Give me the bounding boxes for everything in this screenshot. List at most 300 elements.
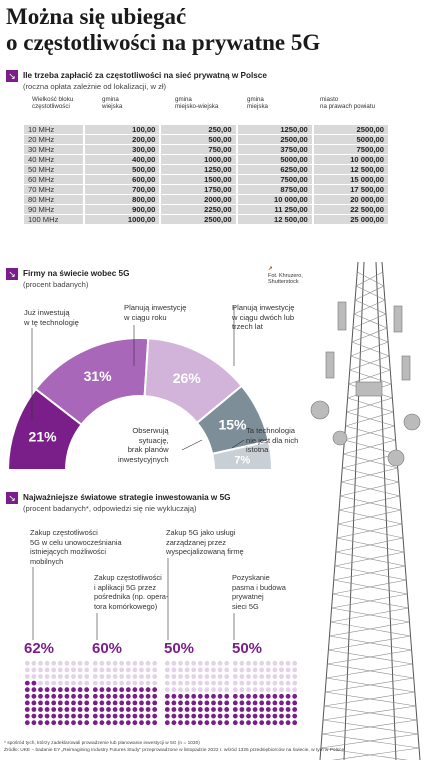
strategy-dot [165, 661, 170, 666]
strategy-dot [185, 681, 190, 686]
table-row [24, 195, 390, 204]
strategy-dot [240, 707, 245, 712]
strategy-dot [126, 668, 131, 673]
strategy-dot [78, 707, 83, 712]
table-row [24, 215, 390, 224]
strategy-dot [185, 674, 190, 679]
strategy-dot [246, 687, 251, 692]
strategy-dot [165, 668, 170, 673]
strategy-dot [133, 720, 138, 725]
strategy-dot [218, 707, 223, 712]
strategy-dot [51, 687, 56, 692]
strategy-dot [273, 661, 278, 666]
strategy-dot [126, 674, 131, 679]
strategy-dot [246, 681, 251, 686]
strategy-dot [191, 661, 196, 666]
strategy-dot [224, 701, 229, 706]
gauge-slice-label: 7% [234, 454, 251, 467]
strategy-dot [25, 714, 30, 719]
strategy-dot [165, 701, 170, 706]
strategy-dot [286, 720, 291, 725]
table-cell-fee: 2500,00 [314, 125, 390, 134]
strategy-dot [51, 661, 56, 666]
strategy-dot [106, 707, 111, 712]
strategy-dot [32, 707, 37, 712]
table-cell-fee: 700,00 [85, 185, 161, 194]
strategy-dot [146, 661, 151, 666]
table-column-header: gmina miejsko-wiejska [175, 96, 219, 110]
photo-credit-line2: Shutterstock [268, 279, 299, 285]
strategy-dot [266, 707, 271, 712]
strategy-dot [38, 681, 43, 686]
strategy-dot [191, 668, 196, 673]
strategy-dot [25, 681, 30, 686]
strategy-dot [78, 714, 83, 719]
strategy-dot [286, 674, 291, 679]
strategy-dot [25, 668, 30, 673]
strategy-dot [152, 661, 157, 666]
strategy-label-1: Zakup częstotliwości 5G w celu unowocześniania istniejących możliwości mobilnych [30, 528, 122, 566]
strategy-dot [65, 701, 70, 706]
strategy-dot [259, 661, 264, 666]
strategy-dot [152, 674, 157, 679]
strategy-dot [113, 701, 118, 706]
strategy-dot [233, 674, 238, 679]
table-column-header: gmina wiejska [102, 96, 123, 110]
strategy-dot [246, 701, 251, 706]
strategy-dot [84, 668, 89, 673]
table-cell-block-size: 70 MHz [24, 185, 85, 194]
strategy-dot [93, 694, 98, 699]
table-cell-fee: 12 500,00 [238, 215, 314, 224]
strategy-dot [45, 701, 50, 706]
strategy-dot [172, 681, 177, 686]
strategy-dot [246, 707, 251, 712]
strategy-dot [279, 694, 284, 699]
strategy-dot [259, 701, 264, 706]
strategy-dot [172, 707, 177, 712]
gauge-slice-label: 26% [172, 370, 201, 387]
strategy-dot [84, 681, 89, 686]
strategy-dot [93, 714, 98, 719]
table-cell-fee: 15 000,00 [314, 175, 390, 184]
strategy-dot [286, 714, 291, 719]
strategy-dot [106, 714, 111, 719]
strategy-dot [100, 694, 105, 699]
strategy-dot [126, 720, 131, 725]
strategy-dot [185, 694, 190, 699]
strategy-dot [32, 714, 37, 719]
strategy-dot [71, 687, 76, 692]
strategy-dot [253, 661, 258, 666]
strategy-dot [51, 674, 56, 679]
strategy-dot [119, 707, 124, 712]
strategy-dot [133, 674, 138, 679]
strategy-dot [32, 661, 37, 666]
strategy-dot [65, 674, 70, 679]
strategy-dot [45, 668, 50, 673]
strategy-dot [266, 687, 271, 692]
strategy-dot [240, 661, 245, 666]
table-cell-fee: 1750,00 [161, 185, 237, 194]
strategy-dot [279, 720, 284, 725]
strategy-dot [253, 701, 258, 706]
strategy-dot [279, 687, 284, 692]
strategy-dot [45, 707, 50, 712]
strategy-dot [279, 668, 284, 673]
table-cell-fee: 10 000,00 [314, 155, 390, 164]
section1-subtitle: (roczna opłata zależnie od lokalizacji, w zł) [23, 82, 167, 91]
strategy-dot [93, 668, 98, 673]
strategy-dot [165, 674, 170, 679]
strategy-dot [113, 674, 118, 679]
strategy-dot [113, 720, 118, 725]
strategy-dot [38, 674, 43, 679]
strategy-dot [273, 701, 278, 706]
strategy-dot [32, 674, 37, 679]
gauge-label-15: Obserwują sytuację, brak planów inwestycyjnych [118, 426, 169, 464]
strategy-dot [51, 694, 56, 699]
strategy-dot [292, 674, 297, 679]
strategy-dot [165, 707, 170, 712]
strategy-dot [84, 687, 89, 692]
strategy-dot [233, 707, 238, 712]
strategy-dot [165, 720, 170, 725]
strategy-dot [139, 661, 144, 666]
strategy-dot [65, 687, 70, 692]
strategy-dot [253, 668, 258, 673]
table-cell-fee: 7500,00 [238, 175, 314, 184]
strategy-dot [51, 701, 56, 706]
source-note: Źródło: UKE – badanie EY „Reimagining Industry Futures Study” przeprowadzone w listopadzie 2022 r. wśród 1325 przedsiębiorców na świecie, w tym w Polsce [4, 748, 345, 753]
strategy-dot [253, 707, 258, 712]
strategy-dot [38, 720, 43, 725]
strategy-dot [292, 687, 297, 692]
table-cell-fee: 800,00 [85, 195, 161, 204]
strategy-dot [106, 661, 111, 666]
strategy-dot [240, 714, 245, 719]
strategy-dot [253, 694, 258, 699]
section1-title: Ile trzeba zapłacić za częstotliwości na sieć prywatną w Polsce [23, 71, 267, 80]
strategy-dot [25, 707, 30, 712]
camera-icon: ↗ [268, 266, 273, 272]
strategy-dot [178, 714, 183, 719]
strategy-dot [139, 714, 144, 719]
section1-header [6, 70, 267, 92]
strategy-dot [292, 661, 297, 666]
strategy-dot [172, 714, 177, 719]
strategy-dot [45, 687, 50, 692]
strategy-dot [279, 701, 284, 706]
strategy-dot [58, 687, 63, 692]
strategy-dot [218, 668, 223, 673]
strategy-dot [152, 668, 157, 673]
strategy-dot [71, 694, 76, 699]
strategy-percentage: 50% [232, 640, 263, 657]
gauge-slice-label: 15% [218, 416, 247, 433]
strategy-dot-grid [232, 660, 298, 726]
strategy-dot [211, 701, 216, 706]
strategy-dot [146, 701, 151, 706]
strategy-dot [100, 687, 105, 692]
strategy-dot [100, 720, 105, 725]
strategy-dot [165, 694, 170, 699]
strategy-dot [172, 701, 177, 706]
strategy-dot [172, 694, 177, 699]
strategy-dot [152, 694, 157, 699]
table-cell-fee: 22 500,00 [314, 205, 390, 214]
strategy-dot [78, 674, 83, 679]
strategy-dot [126, 714, 131, 719]
strategy-dot [178, 694, 183, 699]
strategy-dot [191, 694, 196, 699]
strategy-dot [266, 674, 271, 679]
strategy-dot [146, 714, 151, 719]
strategy-dot [224, 687, 229, 692]
strategy-dot [172, 720, 177, 725]
strategy-dot [78, 681, 83, 686]
strategy-dot [58, 661, 63, 666]
strategy-dot [139, 720, 144, 725]
strategy-dot [224, 674, 229, 679]
strategy-dot [25, 661, 30, 666]
strategy-dot [32, 720, 37, 725]
strategy-dot [133, 668, 138, 673]
strategy-dot [240, 720, 245, 725]
strategy-dot [51, 707, 56, 712]
strategy-dot [205, 687, 210, 692]
strategy-dot-grid [24, 660, 90, 726]
strategy-dot [152, 707, 157, 712]
strategy-dot [266, 694, 271, 699]
table-cell-fee: 3750,00 [238, 145, 314, 154]
table-cell-fee: 900,00 [85, 205, 161, 214]
strategy-dot [259, 714, 264, 719]
photo-credit-line1: Fot. Khruzero, [268, 272, 303, 279]
strategy-dot [253, 720, 258, 725]
table-cell-fee: 17 500,00 [314, 185, 390, 194]
gauge-label-26: Planują inwestycję w ciągu dwóch lub trzech lat [232, 303, 295, 331]
table-cell-block-size: 60 MHz [24, 175, 85, 184]
strategy-dot [32, 681, 37, 686]
strategy-dot [211, 674, 216, 679]
strategy-dot [93, 661, 98, 666]
table-cell-fee: 100,00 [85, 125, 161, 134]
strategy-dot [119, 668, 124, 673]
strategy-dot [38, 668, 43, 673]
strategy-dot [185, 661, 190, 666]
strategy-dot [106, 687, 111, 692]
table-cell-block-size: 40 MHz [24, 155, 85, 164]
strategy-dot [246, 720, 251, 725]
strategy-label-2: Zakup częstotliwości i aplikacji 5G przez pośrednika (np. opera- tora komórkowego) [94, 573, 169, 611]
strategy-dot [211, 681, 216, 686]
strategy-dot [286, 661, 291, 666]
table-cell-block-size: 10 MHz [24, 125, 85, 134]
strategy-dot [32, 701, 37, 706]
table-cell-block-size: 90 MHz [24, 205, 85, 214]
strategy-dot [93, 720, 98, 725]
strategy-dot [38, 661, 43, 666]
strategy-dot [240, 694, 245, 699]
table-row [24, 165, 390, 174]
strategy-dot [224, 661, 229, 666]
strategy-dot [58, 707, 63, 712]
footnote: * spośród tych, którzy zadeklarowali prowadzenie lub planowanie inwestycji w 5G (n = 1030) [4, 741, 200, 746]
strategy-dot [93, 674, 98, 679]
strategy-dot [279, 714, 284, 719]
strategy-dot [165, 687, 170, 692]
strategy-percentage: 60% [92, 640, 123, 657]
strategy-percentage: 50% [164, 640, 195, 657]
strategy-dot [139, 681, 144, 686]
strategy-dot [65, 720, 70, 725]
strategy-dot [32, 668, 37, 673]
strategy-dot [146, 694, 151, 699]
strategy-dot [233, 687, 238, 692]
strategy-dot [198, 661, 203, 666]
strategy-dot [152, 687, 157, 692]
table-cell-fee: 600,00 [85, 175, 161, 184]
strategy-dot [65, 694, 70, 699]
strategy-dot [273, 674, 278, 679]
strategy-dot [38, 714, 43, 719]
strategy-dot [233, 714, 238, 719]
strategy-dot-grid [92, 660, 158, 726]
telecom-tower-image [300, 262, 440, 760]
arrow-icon: ↘ [6, 268, 18, 280]
strategy-dot [266, 714, 271, 719]
strategy-dot [178, 707, 183, 712]
strategy-dot [224, 720, 229, 725]
strategy-dot [38, 707, 43, 712]
table-column-header: miasto na prawach powiatu [320, 96, 376, 110]
strategy-dot [273, 720, 278, 725]
strategy-dot [191, 681, 196, 686]
table-cell-block-size: 20 MHz [24, 135, 85, 144]
table-cell-fee: 20 000,00 [314, 195, 390, 204]
strategy-dot [139, 687, 144, 692]
strategy-dot [273, 668, 278, 673]
arrow-icon: ↘ [6, 70, 18, 82]
strategy-dot [45, 714, 50, 719]
strategy-dot [65, 668, 70, 673]
table-cell-block-size: 50 MHz [24, 165, 85, 174]
strategy-dot [185, 701, 190, 706]
strategy-dot [205, 661, 210, 666]
table-cell-fee: 10 000,00 [238, 195, 314, 204]
strategy-dot [292, 668, 297, 673]
table-cell-fee: 1250,00 [238, 125, 314, 134]
strategy-dot [279, 674, 284, 679]
table-cell-block-size: 80 MHz [24, 195, 85, 204]
strategy-dot [38, 701, 43, 706]
strategy-dot [51, 681, 56, 686]
table-cell-block-size: 30 MHz [24, 145, 85, 154]
strategy-dot [113, 687, 118, 692]
strategy-dot [259, 681, 264, 686]
strategy-dot [152, 720, 157, 725]
strategy-dot [106, 694, 111, 699]
page-title: Można się ubiegać o częstotliwości na prywatne 5G [6, 4, 321, 55]
strategy-dot [240, 674, 245, 679]
strategy-dot [100, 668, 105, 673]
strategy-dot [172, 668, 177, 673]
strategy-dot [78, 661, 83, 666]
strategy-dot [45, 674, 50, 679]
strategy-dot [198, 707, 203, 712]
strategy-dot [178, 668, 183, 673]
table-cell-fee: 500,00 [161, 135, 237, 144]
gauge-slice-label: 21% [28, 428, 57, 445]
strategy-dot [211, 694, 216, 699]
strategy-dot [205, 701, 210, 706]
strategy-dot [205, 714, 210, 719]
strategy-dot [113, 707, 118, 712]
strategy-dot [191, 674, 196, 679]
gauge-label-21: Już inwestują w tę technologię [24, 308, 79, 327]
strategy-dot [246, 714, 251, 719]
strategy-dot [139, 707, 144, 712]
strategy-dot [71, 668, 76, 673]
strategy-dot [93, 681, 98, 686]
strategy-dot [218, 681, 223, 686]
strategy-dot [45, 720, 50, 725]
table-column-header: gmina miejska [247, 96, 268, 110]
strategy-dot [198, 681, 203, 686]
section3-title: Najważniejsze światowe strategie inwestowania w 5G [23, 493, 231, 502]
strategy-dot [152, 681, 157, 686]
strategy-dot [106, 674, 111, 679]
strategy-dot [71, 661, 76, 666]
table-cell-fee: 200,00 [85, 135, 161, 144]
table-cell-fee: 1000,00 [161, 155, 237, 164]
table-row [24, 135, 390, 144]
strategy-dot [205, 694, 210, 699]
strategy-dot [139, 701, 144, 706]
strategy-dot [84, 707, 89, 712]
strategy-dot [224, 707, 229, 712]
strategy-dot [126, 707, 131, 712]
section3-subtitle: (procent badanych*, odpowiedzi się nie wykluczają) [23, 504, 197, 513]
strategy-dot [71, 707, 76, 712]
strategy-dot [218, 661, 223, 666]
strategy-dot [198, 687, 203, 692]
strategy-dot [286, 707, 291, 712]
strategy-percentage: 62% [24, 640, 55, 657]
strategy-dot [119, 674, 124, 679]
strategy-dot [113, 668, 118, 673]
table-cell-fee: 8750,00 [238, 185, 314, 194]
table-cell-fee: 2500,00 [161, 215, 237, 224]
table-cell-fee: 5000,00 [314, 135, 390, 144]
strategy-dot [240, 701, 245, 706]
strategy-dot [51, 720, 56, 725]
strategy-dot [185, 720, 190, 725]
strategy-dot [286, 681, 291, 686]
table-cell-fee: 25 000,00 [314, 215, 390, 224]
strategy-dot [71, 720, 76, 725]
strategy-dot [178, 681, 183, 686]
strategy-dot [84, 701, 89, 706]
strategy-dot [185, 687, 190, 692]
strategy-dot [152, 701, 157, 706]
table-row [24, 155, 390, 164]
section2-subtitle: (procent badanych) [23, 280, 89, 289]
table-cell-fee: 2000,00 [161, 195, 237, 204]
strategy-dot [259, 720, 264, 725]
strategy-dot [218, 714, 223, 719]
